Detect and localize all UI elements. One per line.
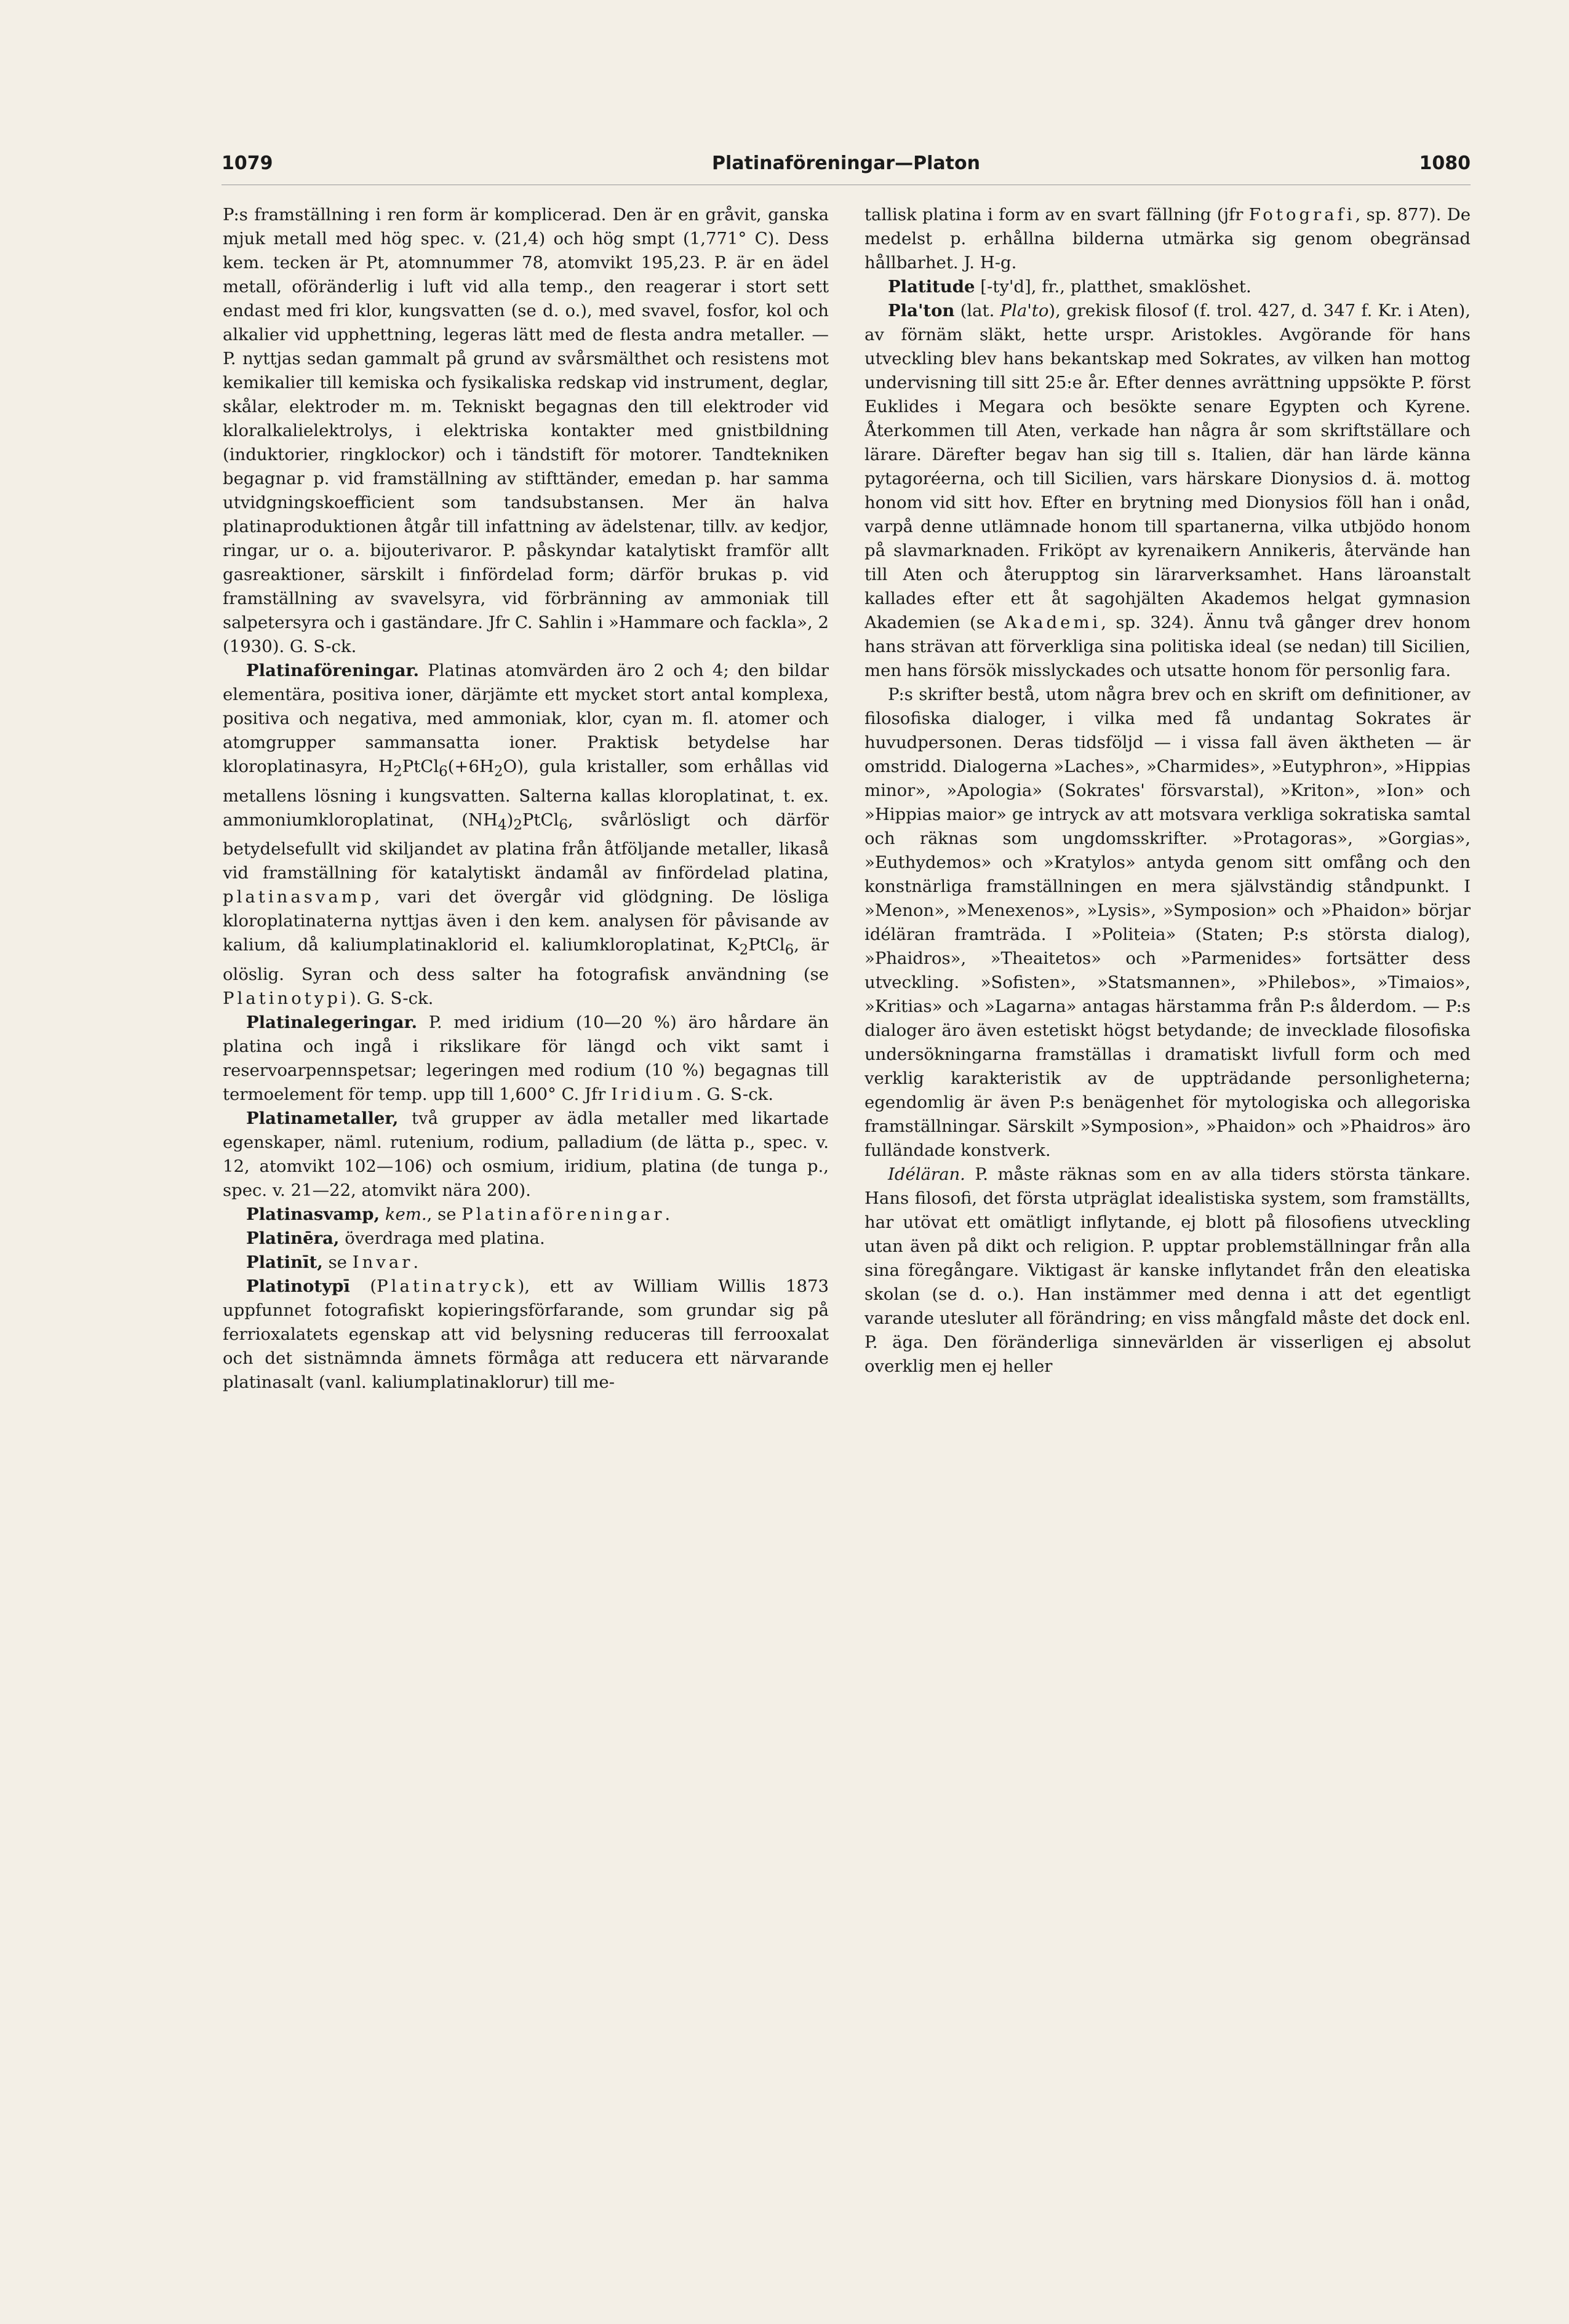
entry-platinasvamp: Platinasvamp, kem., se Platinaföreningar.	[246, 1204, 671, 1224]
running-title: Platinaföreningar—Platon	[712, 153, 980, 174]
cross-reference: Platinotypi	[223, 988, 349, 1008]
headword: Platitude	[888, 277, 975, 296]
entry-platon: Pla'ton (lat. Pla'to), grekisk filosof (f. trol. 427, d. 347 f. Kr. i Aten), av förnäm släkt, hette urspr. Aristokles. Avgörande för hans utveckling blev hans bekantskap med Sokrates, av vilken han mottog undervisning till sitt 25:e år. Efter dennes avrättning uppsökte P. först Euklides i Megara och besökte senare Egypten och Kyrene. Återkommen till Aten, verkade han några år som skriftställare och lärare. Därefter begav han sig till s. Italien, där han lärde känna pytagoréerna, och till Sicilien, vars härskare Dionysios d. ä. mottog honom vid sitt hov. Efter en brytning med Dionysios föll han i onåd, varpå denne utlämnade honom till spartanerna, vilka utbjödo honom på slavmarknaden. Friköpt av kyrenaikern Annikeris, återvände han till Aten och återupptog sin lärarverksamhet. Hans läroanstalt kallades efter ett åt sagohjälten Akademos helgat gymnasion Akademien (se Akademi, sp. 324). Ännu två gånger drev honom hans strävan att förverkliga sina politiska ideal (se nedan) till Sicilien, men hans försök misslyckades och utsatte honom för personlig fara.	[864, 301, 1471, 680]
platina-continuation: P:s framställning i ren form är komplicerad. Den är en gråvit, ganska mjuk metall med hög spec. v. (21,4) och hög smpt (1,771° C). Dess kem. tecken är Pt, atomnummer 78, atomvikt 195,23. P. är en ädel metall, oföränderlig i luft vid alla temp., den reagerar i stort sett endast med fri klor, kungsvatten (se d. o.), med svavel, fosfor, kol och alkalier vid upphettning, legeras lätt med de flesta andra metaller. — P. nyttjas sedan gammalt på grund av svårsmälthet och resistens mot kemikalier till kemiska och fysikaliska redskap vid instrument, deglar, skålar, elektroder m. m. Tekniskt begagnas den till elektroder vid kloralkalielektrolys, i elektriska kontakter med gnistbildning (induktorier, ringklockor) och i tändstift för motorer. Tandtekniken begagnar p. vid framställning av stifttänder, emedan p. har samma utvidgningskoefficient som tandsubstansen. Mer än halva platinaproduktionen åtgår till infattning av ädelstenar, tillv. av kedjor, ringar, ur o. a. bijouterivaror. P. påskyndar katalytiskt framför allt gasreaktioner, särskilt i finfördelad form; därför brukas p. vid framställning av svavelsyra, vid förbränning av ammoniak till salpetersyra och i gaständare. Jfr C. Sahlin i »Hammare och fackla», 2 (1930). G. S-ck.	[223, 205, 829, 656]
entry-platinit: Platinīt, se Invar.	[246, 1252, 419, 1272]
cross-reference: Platinatryck	[377, 1276, 518, 1296]
cross-reference: Platinaföreningar	[461, 1204, 665, 1224]
headword: Platinasvamp,	[246, 1204, 380, 1224]
entry-platinalegeringar: Platinalegeringar. P. med iridium (10—20 %) äro hårdare än platina och ingå i rikslikare för längd och vikt samt i reservoarpennspetsar; legeringen med rodium (10 %) begagnas till termoelement för temp. upp till 1,600° C. Jfr Iridium. G. S-ck.	[223, 1012, 829, 1104]
headword: Platinaföreningar.	[246, 661, 420, 680]
cross-reference: Akademi	[1004, 613, 1101, 632]
headword: Pla'ton	[888, 301, 955, 320]
entry-platinaforeningar: Platinaföreningar. Platinas atomvärden äro 2 och 4; den bildar elementära, positiva ioner, därjämte ett mycket stort antal komplexa, positiva och negativa, med ammoniak, klor, cyan m. fl. atomer och atomgrupper sammansatta ioner. Praktisk betydelse har kloroplatinasyra, $H_2PtCl_6(+6H_2O)$, gula kristaller, som erhållas vid metallens lösning i kungsvatten. Salterna kallas kloroplatinat, t. ex. ammoniumkloroplatinat, $(NH_4)_2PtCl_6$, svårlösligt och därför betydelsefullt vid skiljandet av platina från åtföljande metaller, likaså vid framställning för katalytiskt ändamål av finfördelad platina, platinasvamp, vari det övergår vid glödgning. De lösliga kloroplatinaterna nyttjas även i den kem. analysen för påvisande av kalium, då kaliumplatinaklorid el. kaliumkloroplatinat, $K_2PtCl_6$, är olöslig. Syran och dess salter ha fotografisk användning (se Platinotypi). G. S-ck.	[223, 661, 829, 1008]
platon-writings: P:s skrifter bestå, utom några brev och en skrift om definitioner, av filosofiska dialoger, i vilka med få undantag Sokrates är huvudpersonen. Deras tidsföljd — i vissa fall även äktheten — är omstridd. Dialogerna »Laches», »Charmides», »Eutyphron», »Hippias minor», »Apologia» (Sokrates' försvarstal), »Kriton», »Ion» och »Hippias maior» ge intryck av att motsvara verkliga sokratiska samtal och räknas som ungdomsskrifter. »Protagoras», »Gorgias», »Euthydemos» och »Kratylos» antyda genom sitt omfång och den konstnärliga framställningen en mera självständig ståndpunkt. I »Menon», »Menexenos», »Lysis», »Symposion» och »Phaidon» börjar idéläran framträda. I »Politeia» (Staten; P:s största dialog), »Phaidros», »Theaitetos» och »Parmenides» fortsätter dess utveckling. »Sofisten», »Statsmannen», »Philebos», »Timaios», »Kritias» och »Lagarna» antagas härstamma från P:s ålderdom. — P:s dialoger äro även estetiskt högst betydande; de invecklade filosofiska undersökningarna framställas i dramatiskt livfull form och med verklig karakteristik av de uppträdande personligheterna; egendomlig är även P:s benägenhet för mytologiska och allegoriska framställningar. Särskilt »Symposion», »Phaidon» och »Phaidros» äro fulländade konstverk.	[864, 685, 1471, 1160]
left-column	[223, 203, 829, 2171]
section-label: Idéläran.	[888, 1164, 965, 1184]
headword: Platinametaller,	[246, 1108, 399, 1128]
entry-platinametaller: Platinametaller, två grupper av ädla metaller med likartade egenskaper, näml. rutenium, rodium, palladium (de lätta p., spec. v. 12, atomvikt 102—106) och osmium, iridium, platina (de tunga p., spec. v. 21—22, atomvikt nära 200).	[223, 1108, 829, 1200]
right-column	[864, 203, 1471, 2171]
right-page-number: 1080	[1419, 153, 1471, 174]
spaced-term: platinasvamp	[223, 887, 375, 907]
entry-platinera: Platinēra, överdraga med platina.	[246, 1228, 545, 1248]
platon-idealaran: Idéläran. P. måste räknas som en av alla tiders största tänkare. Hans filosofi, det första utpräglat idealistiska system, som framställts, har utövat ett omätligt inflytande, ej blott på filosofiens utveckling utan även på dikt och religion. P. upptar problemställningar från alla sina föregångare. Viktigast är kanske inflytandet från den eleatiska skolan (se d. o.). Han instämmer med denna i att det egentligt varande utesluter all förändring; en viss mångfald måste det dock enl. P. äga. Den föränderliga sinnevärlden är visserligen ej absolut overklig men ej heller	[864, 1164, 1471, 1376]
entry-platinotypi: Platinotypī (Platinatryck), ett av William Willis 1873 uppfunnet fotografiskt kopieringsförfarande, som grundar sig på ferrioxalatets egenskap att vid belysning reduceras till ferrooxalat och det sistnämnda ämnets förmåga att reducera ett närvarande platinasalt (vanl. kaliumplatinaklorur) till me-	[223, 1276, 829, 1392]
platinotypi-continuation: tallisk platina i form av en svart fällning (jfr Fotografi, sp. 877). De medelst p. erhållna bilderna utmärka sig genom obegränsad hållbarhet. J. H-g.	[864, 205, 1471, 273]
left-page-number: 1079	[222, 153, 273, 174]
page-header	[222, 153, 1471, 189]
cross-reference: Invar	[352, 1252, 413, 1272]
headword: Platinotypī	[246, 1276, 350, 1296]
headword: Platinīt,	[246, 1252, 323, 1272]
cross-reference: Iridium	[611, 1084, 697, 1104]
cross-reference: Fotografi	[1248, 205, 1355, 225]
headword: Platinalegeringar.	[246, 1012, 418, 1032]
headword: Platinēra,	[246, 1228, 340, 1248]
entry-platitude: Platitude [-ty'd], fr., platthet, smaklöshet.	[888, 277, 1252, 296]
